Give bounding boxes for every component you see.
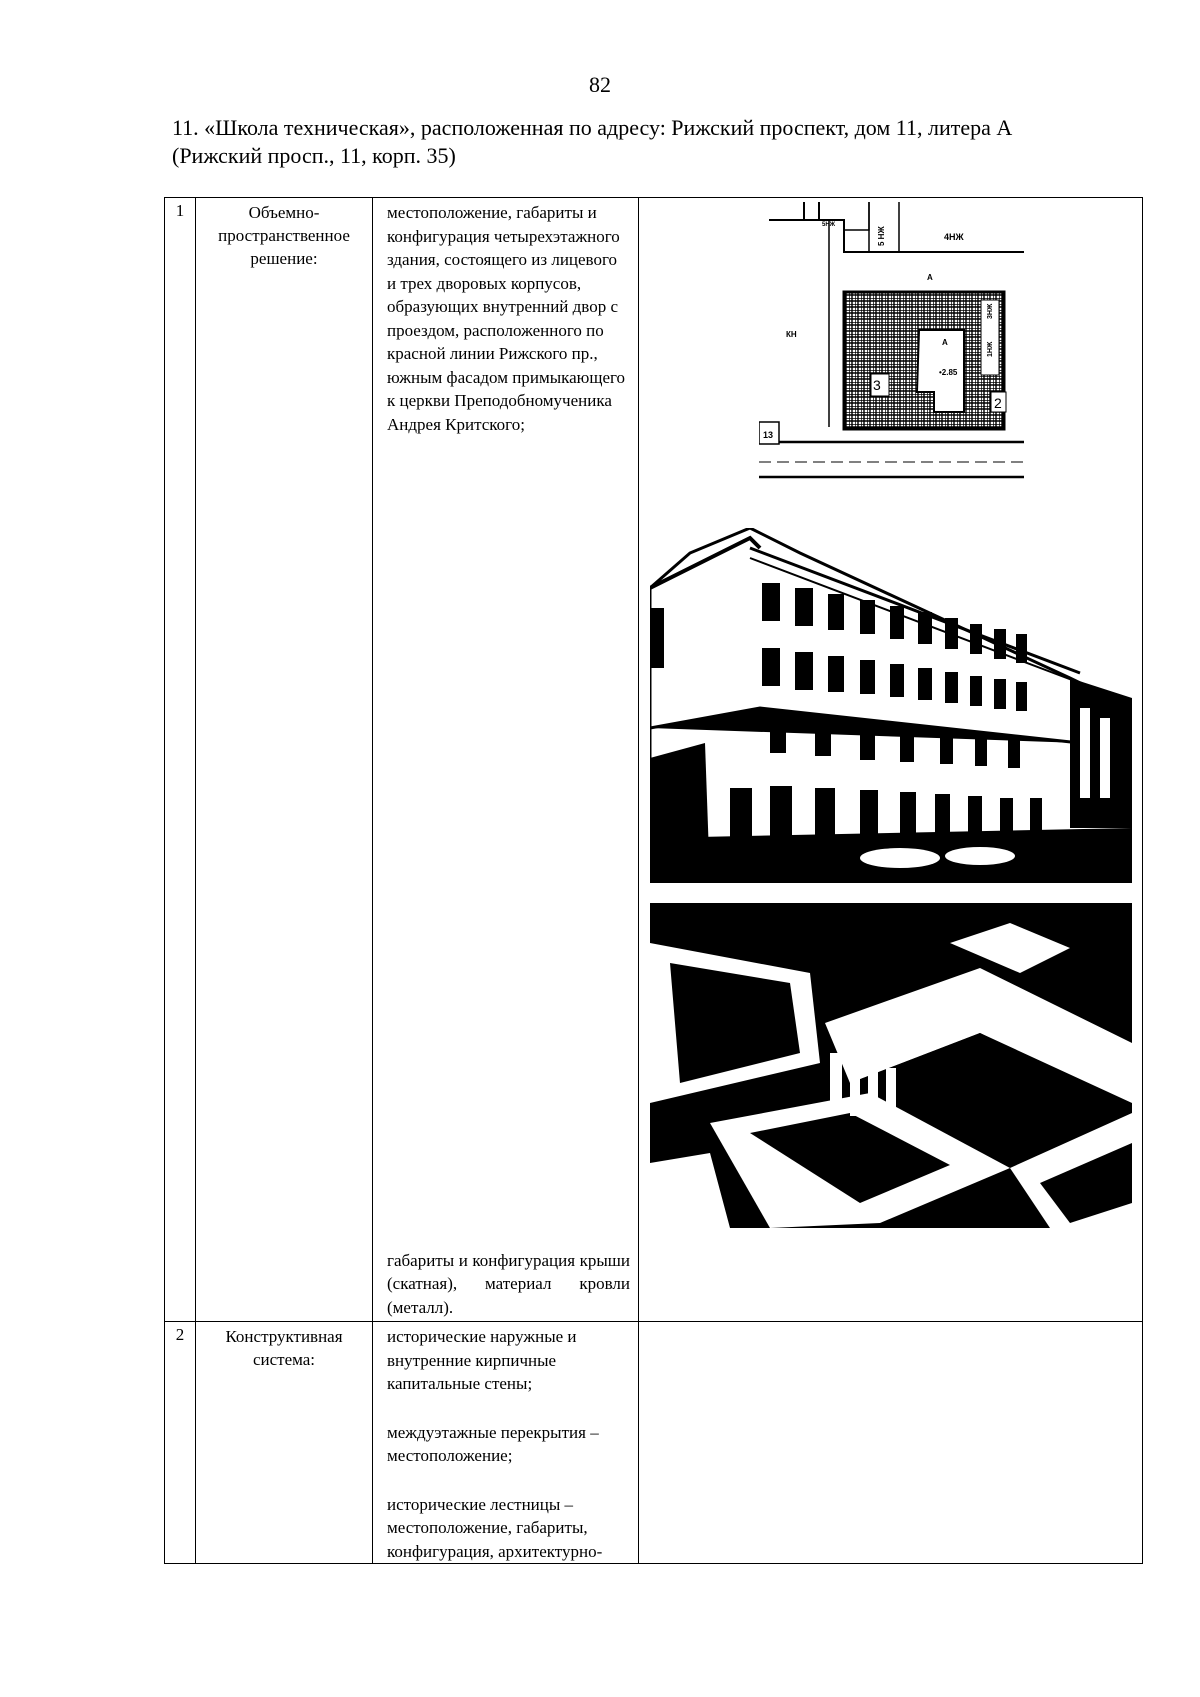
images-cell-empty [639, 1322, 1143, 1564]
description-item: исторические лестницы – местоположение, габариты, конфигурация, архитектурно- [387, 1494, 603, 1561]
table-row [165, 1322, 1143, 1564]
plan-label-5nzh-small: 5НЖ [822, 222, 836, 228]
plan-label-2: 2 [994, 395, 1002, 411]
images-cell [639, 198, 1143, 1322]
page-number: 82 [589, 72, 611, 97]
description-bottom: габариты и конфигурация крыши (скатная), материал кровли (металл). [387, 1250, 630, 1317]
description-top: местоположение, габариты и конфигурация четырехэтажного здания, состоящего из лицевого и трех дворовых корпусов, образующих внутренний двор с проездом, расположенного по красной линии Рижского пр., южным фасадом примыкающего к церкви Преподобномученика Андрея Критского; [387, 203, 626, 434]
facade-photo [650, 528, 1132, 883]
plan-label-5nzh: 5 НЖ [877, 226, 886, 246]
site-plan-image [759, 202, 1024, 492]
plan-label-a-mid: А [942, 338, 948, 347]
plan-label-1nzh: 1НЖ [987, 341, 994, 357]
description-item: исторические наружные и внутренние кирпичные капитальные стены; [387, 1327, 577, 1393]
row-number: 1 [165, 198, 196, 1322]
feature-name: Конструктивная система: [196, 1322, 373, 1564]
plan-label-elevation: •2.85 [939, 368, 958, 377]
feature-name: Объемно-пространственное решение: [196, 198, 373, 1322]
plan-label-3: 3 [873, 377, 881, 393]
plan-label-kn: КН [786, 330, 797, 339]
plan-label-13: 13 [763, 430, 774, 440]
feature-description [373, 198, 639, 1322]
feature-description [373, 1322, 639, 1564]
plan-label-3nzh: 3НЖ [987, 303, 994, 319]
aerial-photo [650, 903, 1132, 1228]
document-heading [172, 114, 1132, 170]
plan-label-4nzh: 4НЖ [944, 232, 964, 242]
heading-line-2: (Рижский просп., 11, корп. 35) [172, 143, 456, 168]
table-row [165, 198, 1143, 1322]
plan-label-a-top: А [927, 273, 933, 282]
features-table [164, 197, 1143, 1564]
description-item: междуэтажные перекрытия – местоположение; [387, 1422, 599, 1465]
heading-line-1: 11. «Школа техническая», расположенная по адресу: Рижский проспект, дом 11, литера А [172, 115, 1013, 140]
row-number: 2 [165, 1322, 196, 1564]
